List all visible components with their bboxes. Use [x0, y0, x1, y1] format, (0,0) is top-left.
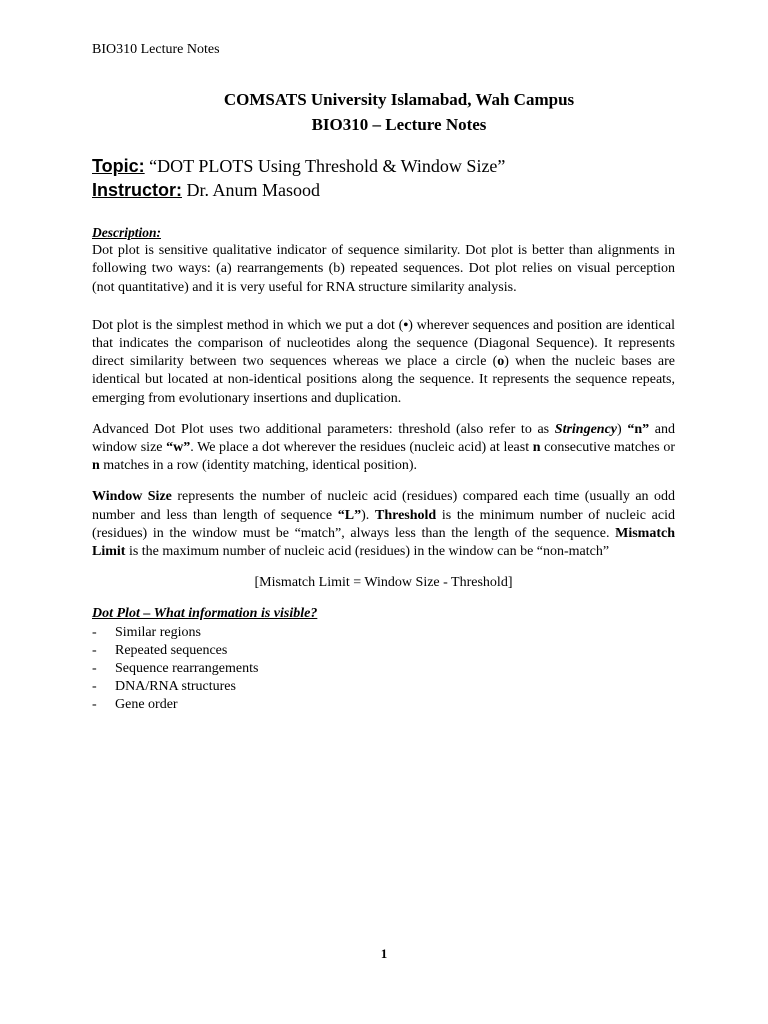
w-term: “w” [166, 440, 191, 456]
stringency-term: Stringency [554, 421, 618, 437]
window-size-term: Window Size [92, 489, 172, 505]
n-term: “n” [627, 421, 650, 437]
paragraph-simple-method: Dot plot is the simplest method in which we put a dot (•) wherever sequences and position are identical that indicates the comparison of nucleotides along the sequence (Diagonal Sequence). It represents direct similarity between two sequences whereas we place a circle (o) when the nucleic bases are identical but located at non-identical positions along the sequence. It represents the sequence repeats, emerging from evolutionary insertions and duplication. [92, 317, 675, 406]
page-number: 1 [380, 946, 388, 961]
instructor-line [92, 180, 320, 201]
university-title: COMSATS University Islamabad, Wah Campus [223, 90, 575, 109]
threshold-term: Threshold [374, 507, 437, 523]
circle-symbol: o [497, 354, 505, 370]
paragraph-advanced-dot-plot: Advanced Dot Plot uses two additional parameters: threshold (also refer to as Stringency) “n” and window size “w”. We place a dot wherever the residues (nucleic acid) at least n consecutive matches or n matches in a row (identity matching, identical position). [92, 421, 675, 474]
l-term: “L” [337, 507, 362, 523]
description-heading: Description: [92, 225, 161, 240]
topic-label: Topic: [92, 156, 145, 176]
paragraph-window-size: Window Size represents the number of nucleic acid (residues) compared each time (usually an odd number and less than length of sequence “L”). Threshold is the minimum number of nucleic acid (residues) in the window must be “match”, always less than the length of the sequence. Mismatch Limit is the maximum number of nucleic acid (residues) in the window can be “non-match” [92, 489, 675, 560]
visible-info-heading: Dot Plot – What information is visible? [92, 606, 318, 622]
list-item: - Repeated sequences [92, 642, 228, 658]
list-item: - Sequence rearrangements [92, 661, 259, 677]
dot-symbol: • [403, 317, 409, 333]
course-title: BIO310 – Lecture Notes [311, 115, 487, 134]
paragraph-intro: Dot plot is sensitive qualitative indicator of sequence similarity. Dot plot is better than alignments in following two ways: (a) rearrangements (b) repeated sequences. Dot plot relies on visual perception (not quantitative) and it is very useful for RNA structure similarity analysis. [92, 243, 675, 295]
list-item: - Gene order [92, 697, 178, 713]
list-item: - DNA/RNA structures [92, 679, 236, 695]
topic-value: “DOT PLOTS Using Threshold & Window Size” [149, 156, 506, 176]
visible-info-list [92, 624, 675, 715]
instructor-value: Dr. Anum Masood [186, 180, 321, 200]
mismatch-formula: [Mismatch Limit = Window Size - Threshold] [254, 575, 513, 591]
topic-line [92, 156, 505, 177]
list-item: - Similar regions [92, 624, 201, 640]
instructor-label: Instructor: [92, 180, 182, 200]
mismatch-limit-term: Mismatch Limit [92, 525, 675, 560]
lecture-content [92, 224, 675, 715]
running-header: BIO310 Lecture Notes [92, 42, 220, 57]
